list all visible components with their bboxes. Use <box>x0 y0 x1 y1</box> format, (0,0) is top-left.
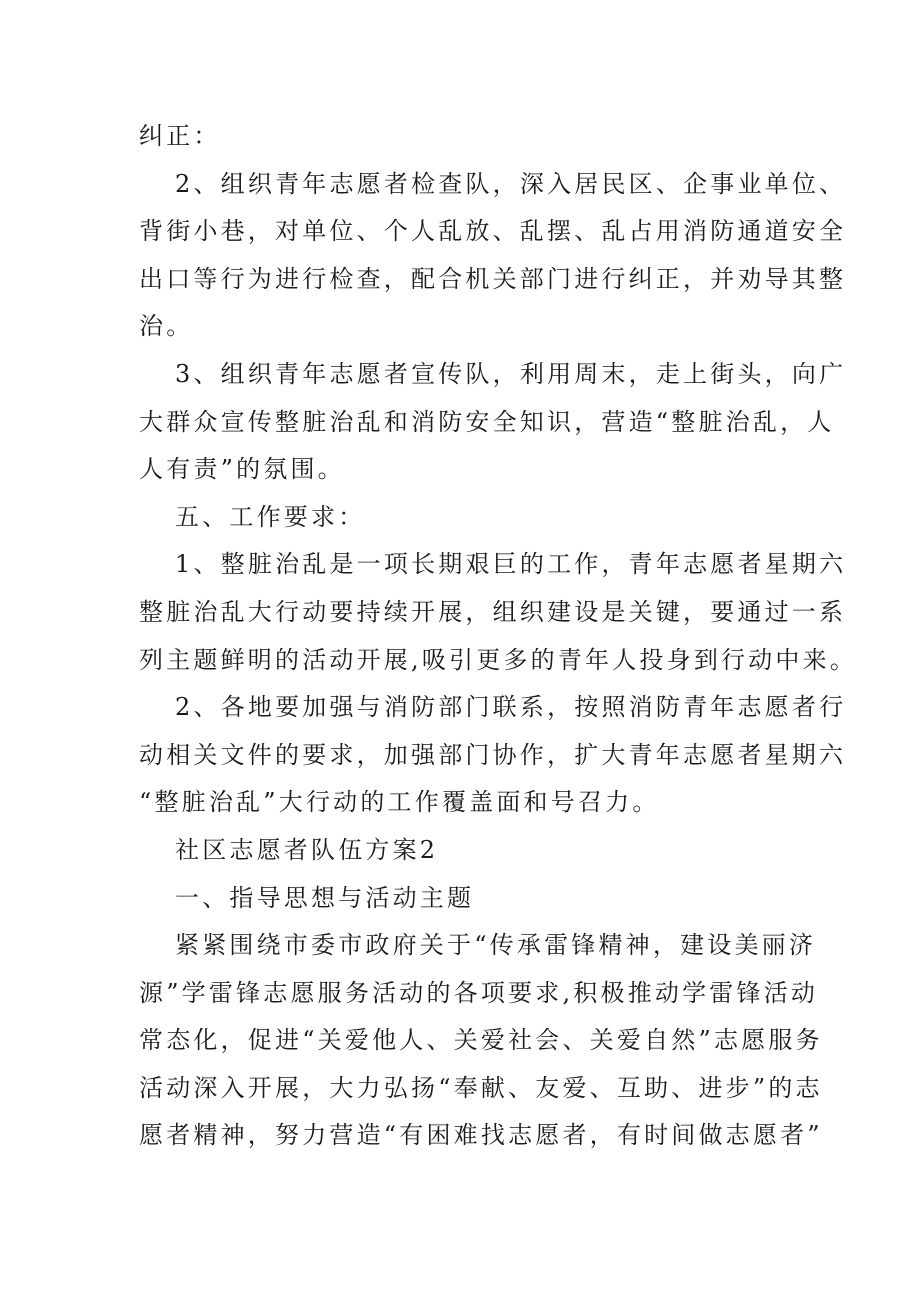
text-line: 活动深入开展，大力弘扬“奉献、友爱、互助、进步”的志 <box>139 1073 823 1102</box>
document-body <box>139 113 858 1160</box>
paragraph-line: 紧紧围绕市委市政府关于“传承雷锋精神，建设美丽济 <box>175 931 817 960</box>
text-line: 出口等行为进行检查，配合机关部门进行纠正，并劝导其整 <box>139 264 847 293</box>
text-line: 人有责”的氛围。 <box>139 455 345 484</box>
text-line: 列主题鲜明的活动开展,吸引更多的青年人投身到行动中来。 <box>139 645 858 674</box>
text-line: 常态化，促进“关爱他人、关爱社会、关爱自然”志愿服务 <box>139 1026 823 1055</box>
text-line: 愿者精神，努力营造“有困难找志愿者，有时间做志愿者” <box>139 1121 823 1150</box>
list-item-1: 1、整脏治乱是一项长期艰巨的工作，青年志愿者星期六 <box>175 550 847 579</box>
text-line: 源”学雷锋志愿服务活动的各项要求,积极推动学雷锋活动 <box>139 978 819 1007</box>
text-line: 纠正： <box>139 122 221 150</box>
text-line: 动相关文件的要求，加强部门协作，扩大青年志愿者星期六 <box>139 740 847 769</box>
section-heading-work-requirements: 五、工作要求： <box>175 502 366 531</box>
list-item-2: 2、各地要加强与消防部门联系，按照消防青年志愿者行 <box>175 693 847 722</box>
text-line: 背街小巷，对单位、个人乱放、乱摆、乱占用消防通道安全 <box>139 217 847 246</box>
text-line: 治。 <box>139 312 194 341</box>
text-line: 大群众宣传整脏治乱和消防安全知识，营造“整脏治乱，人 <box>139 407 835 436</box>
text-line: 整脏治乱大行动要持续开展，组织建设是关键，要通过一系 <box>139 597 847 626</box>
list-item-2: 2、组织青年志愿者检查队，深入居民区、企事业单位、 <box>175 169 847 198</box>
section-heading-guiding-ideology: 一、指导思想与活动主题 <box>175 883 475 912</box>
text-line: “整脏治乱”大行动的工作覆盖面和号召力。 <box>139 788 660 817</box>
document-title-plan-2: 社区志愿者队伍方案2 <box>175 835 439 864</box>
list-item-3: 3、组织青年志愿者宣传队，利用周末，走上街头，向广 <box>175 359 847 388</box>
